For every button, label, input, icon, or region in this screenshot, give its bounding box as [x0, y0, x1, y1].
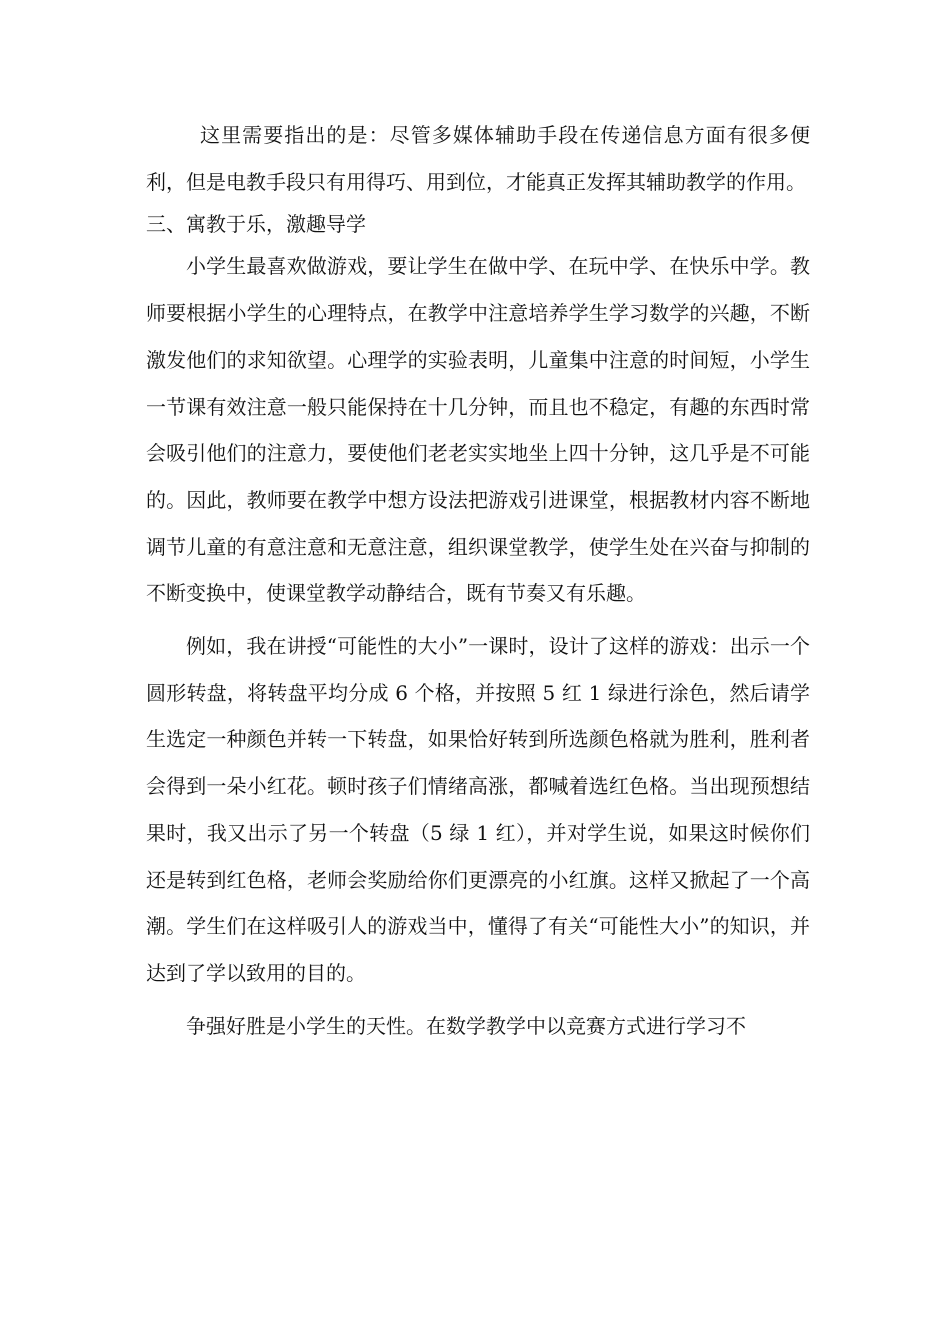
paragraph-competition: 争强好胜是小学生的天性。在数学教学中以竞赛方式进行学习不 — [186, 1013, 746, 1038]
paragraph-multimedia-note: 这里需要指出的是：尽管多媒体辅助手段在传递信息方面有很多便利，但是电教手段只有用得巧、用到位，才能真正发挥其辅助教学的作用。 — [146, 123, 810, 194]
paragraph-games: 小学生最喜欢做游戏，要让学生在做中学、在玩中学、在快乐中学。教师要根据小学生的心理特点，在教学中注意培养学生学习数学的兴趣，不断激发他们的求知欲望。心理学的实验表明，儿童集中注意的时间短，小学生一节课有效注意一般只能保持在十几分钟，而且也不稳定，有趣的东西时常会吸引他们的注意力，要使他们老老实实地坐上四十分钟，这几乎是不可能的。因此，教师要在教学中想方设法把游戏引进课堂，根据教材内容不断地调节儿童的有意注意和无意注意，组织课堂教学，使学生处在兴奋与抑制的不断变换中，使课堂教学动静结合，既有节奏又有乐趣。 — [146, 254, 810, 606]
paragraph-example: 例如，我在讲授“可能性的大小”一课时，设计了这样的游戏：出示一个圆形转盘，将转盘平均分成 6 个格，并按照 5 红 1 绿进行涂色，然后请学生选定一种颜色并转一下转盘，如果恰好转到所选颜色格就为胜利，胜利者会得到一朵小红花。顿时孩子们情绪高涨，都喊着选红色格。当出现预想结果时，我又出示了另一个转盘（5 绿 1 红），并对学生说，如果这时候你们还是转到红色格，老师会奖励给你们更漂亮的小红旗。这样又掀起了一个高潮。学生们在这样吸引人的游戏当中，懂得了有关“可能性大小”的知识，并达到了学以致用的目的。 — [146, 634, 810, 985]
document-body — [146, 112, 810, 1049]
section-heading: 三、寓教于乐，激趣导学 — [146, 212, 366, 237]
